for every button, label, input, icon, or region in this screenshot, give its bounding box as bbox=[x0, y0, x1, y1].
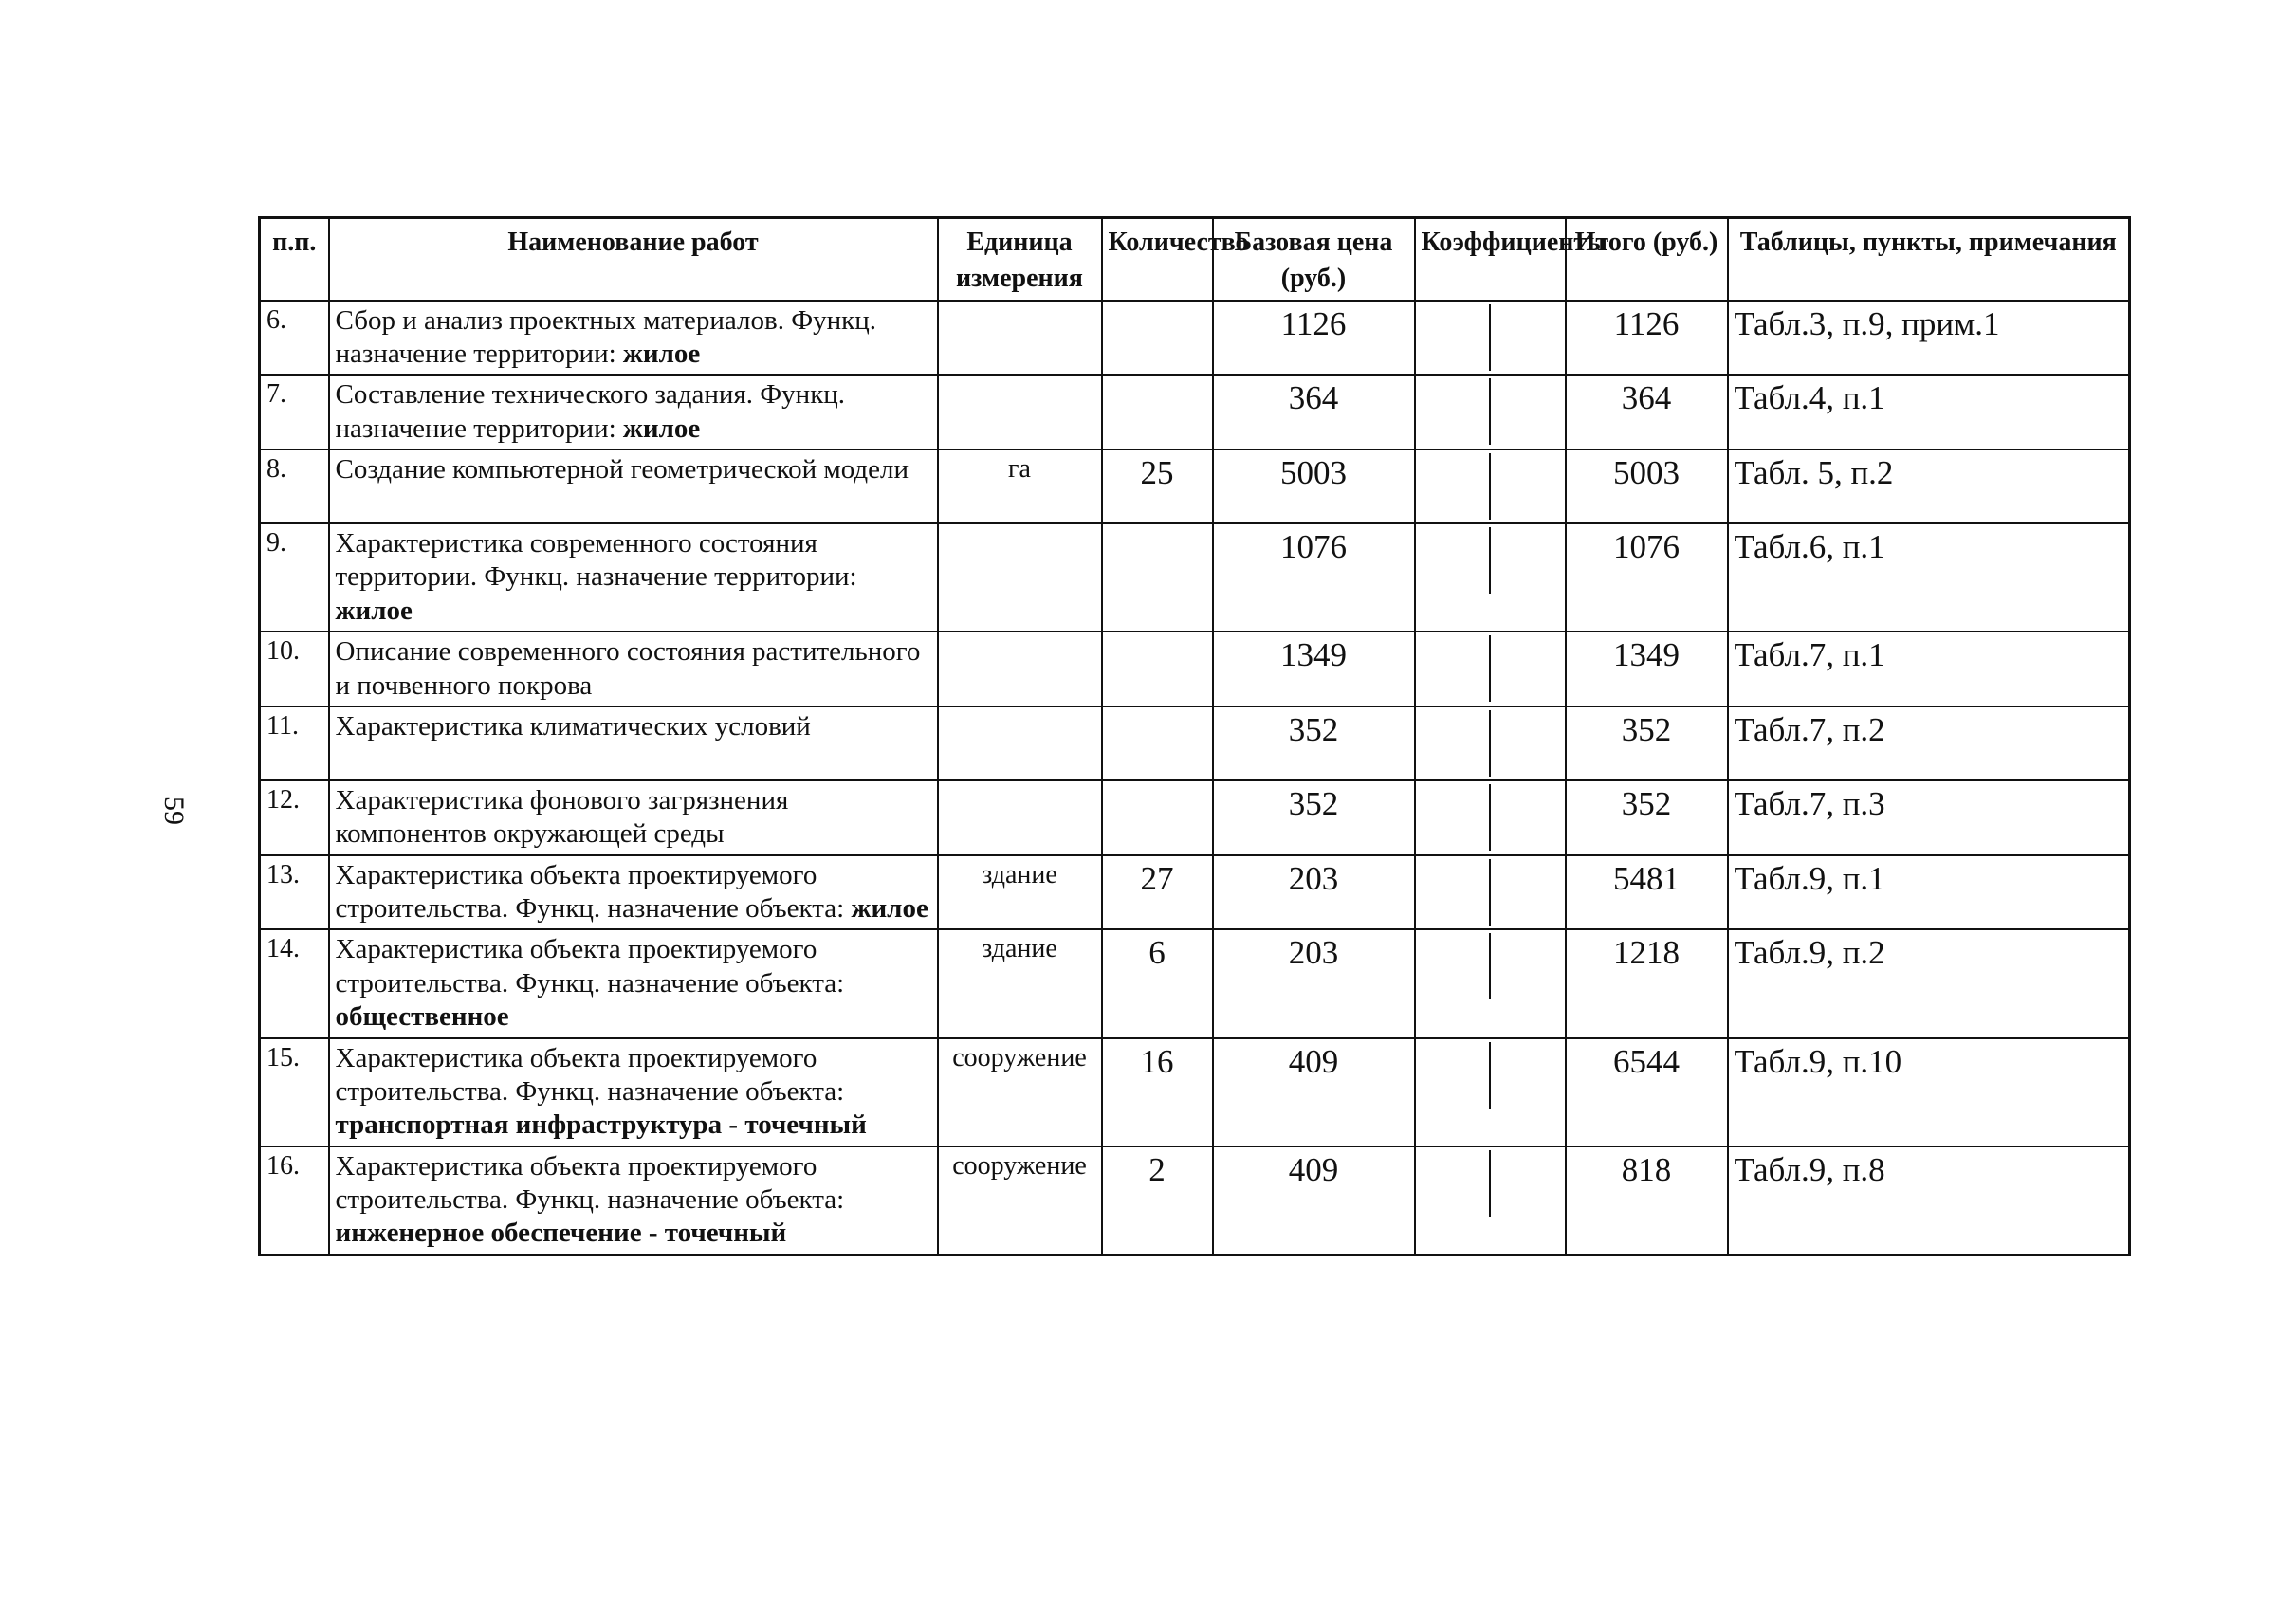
unit-cell: га bbox=[938, 449, 1102, 523]
work-name-bold: инженерное обеспечение - точечный bbox=[335, 1218, 787, 1249]
reference-cell: Табл.7, п.2 bbox=[1728, 706, 2130, 780]
unit-cell bbox=[938, 375, 1102, 449]
row-number: 15. bbox=[260, 1038, 329, 1146]
reference-cell: Табл.4, п.1 bbox=[1728, 375, 2130, 449]
work-name bbox=[329, 523, 938, 632]
work-name-text: Характеристика объекта проектируемого строительства. Функц. назначение объекта: bbox=[335, 934, 845, 999]
unit-cell bbox=[938, 301, 1102, 376]
table-row bbox=[260, 929, 2130, 1037]
header-name: Наименование работ bbox=[329, 218, 938, 301]
base-price-cell: 1126 bbox=[1213, 301, 1415, 376]
coefficient-cell bbox=[1415, 1146, 1566, 1256]
quantity-cell: 16 bbox=[1102, 1038, 1213, 1146]
row-number: 16. bbox=[260, 1146, 329, 1256]
total-cell: 1076 bbox=[1566, 523, 1728, 632]
work-name-text: Характеристика современного состояния территории. Функц. назначение территории: bbox=[335, 528, 857, 593]
table-row bbox=[260, 523, 2130, 632]
quantity-cell: 25 bbox=[1102, 449, 1213, 523]
base-price-cell: 5003 bbox=[1213, 449, 1415, 523]
base-price-cell: 352 bbox=[1213, 706, 1415, 780]
work-name-bold: общественное bbox=[335, 1001, 509, 1033]
coefficient-cell bbox=[1415, 301, 1566, 376]
work-name bbox=[329, 1146, 938, 1256]
work-name-bold: жилое bbox=[622, 412, 701, 444]
base-price-cell: 409 bbox=[1213, 1146, 1415, 1256]
header-num: п.п. bbox=[260, 218, 329, 301]
work-name-text: Характеристика фонового загрязнения компонентов окружающей среды bbox=[335, 784, 789, 850]
unit-cell: здание bbox=[938, 855, 1102, 930]
row-number: 6. bbox=[260, 301, 329, 376]
base-price-cell: 352 bbox=[1213, 780, 1415, 855]
reference-cell: Табл.7, п.1 bbox=[1728, 632, 2130, 706]
work-name bbox=[329, 375, 938, 449]
table-row bbox=[260, 301, 2130, 376]
base-price-cell: 203 bbox=[1213, 855, 1415, 930]
header-total: Итого (руб.) bbox=[1566, 218, 1728, 301]
total-cell: 1349 bbox=[1566, 632, 1728, 706]
coefficient-cell bbox=[1415, 375, 1566, 449]
base-price-cell: 364 bbox=[1213, 375, 1415, 449]
coefficient-cell bbox=[1415, 780, 1566, 855]
work-name bbox=[329, 855, 938, 930]
quantity-cell bbox=[1102, 375, 1213, 449]
row-number: 10. bbox=[260, 632, 329, 706]
total-cell: 352 bbox=[1566, 780, 1728, 855]
work-name-text: Составление технического задания. Функц. назначение территории: bbox=[335, 379, 846, 444]
quantity-cell: 27 bbox=[1102, 855, 1213, 930]
total-cell: 5481 bbox=[1566, 855, 1728, 930]
table-row bbox=[260, 855, 2130, 930]
coefficient-cell bbox=[1415, 706, 1566, 780]
cost-table bbox=[258, 216, 2131, 1256]
work-name-text: Сбор и анализ проектных материалов. Функц. назначение территории: bbox=[335, 304, 876, 369]
work-name-text: Создание компьютерной геометрической модели bbox=[335, 454, 909, 486]
coefficient-cell bbox=[1415, 632, 1566, 706]
unit-cell bbox=[938, 632, 1102, 706]
total-cell: 352 bbox=[1566, 706, 1728, 780]
row-number: 9. bbox=[260, 523, 329, 632]
work-name-text: Характеристика объекта проектируемого строительства. Функц. назначение объекта: bbox=[335, 1150, 845, 1216]
coefficient-cell bbox=[1415, 449, 1566, 523]
reference-cell: Табл.3, п.9, прим.1 bbox=[1728, 301, 2130, 376]
coefficient-cell bbox=[1415, 855, 1566, 930]
quantity-cell bbox=[1102, 706, 1213, 780]
base-price-cell: 409 bbox=[1213, 1038, 1415, 1146]
work-name-text: Описание современного состояния растительного и почвенного покрова bbox=[335, 636, 921, 701]
unit-cell: сооружение bbox=[938, 1146, 1102, 1256]
table-row bbox=[260, 780, 2130, 855]
quantity-cell bbox=[1102, 632, 1213, 706]
table-row bbox=[260, 1038, 2130, 1146]
total-cell: 818 bbox=[1566, 1146, 1728, 1256]
work-name bbox=[329, 301, 938, 376]
header-unit: Единица измерения bbox=[938, 218, 1102, 301]
header-refs: Таблицы, пункты, примечания bbox=[1728, 218, 2130, 301]
quantity-cell bbox=[1102, 301, 1213, 376]
work-name-text: Характеристика климатических условий bbox=[335, 710, 811, 742]
reference-cell: Табл.9, п.1 bbox=[1728, 855, 2130, 930]
reference-cell: Табл.9, п.8 bbox=[1728, 1146, 2130, 1256]
quantity-cell bbox=[1102, 780, 1213, 855]
work-name bbox=[329, 706, 938, 780]
work-name-bold: жилое bbox=[851, 893, 928, 925]
work-name-bold: транспортная инфраструктура - точечный bbox=[335, 1109, 867, 1141]
table-row bbox=[260, 1146, 2130, 1256]
total-cell: 5003 bbox=[1566, 449, 1728, 523]
row-number: 14. bbox=[260, 929, 329, 1037]
quantity-cell: 2 bbox=[1102, 1146, 1213, 1256]
table-row bbox=[260, 449, 2130, 523]
reference-cell: Табл.6, п.1 bbox=[1728, 523, 2130, 632]
row-number: 8. bbox=[260, 449, 329, 523]
reference-cell: Табл.9, п.2 bbox=[1728, 929, 2130, 1037]
table-row bbox=[260, 375, 2130, 449]
base-price-cell: 203 bbox=[1213, 929, 1415, 1037]
reference-cell: Табл.7, п.3 bbox=[1728, 780, 2130, 855]
work-name bbox=[329, 449, 938, 523]
row-number: 12. bbox=[260, 780, 329, 855]
unit-cell: здание bbox=[938, 929, 1102, 1037]
coefficient-cell bbox=[1415, 929, 1566, 1037]
row-number: 7. bbox=[260, 375, 329, 449]
work-name bbox=[329, 780, 938, 855]
header-qty: Количество bbox=[1102, 218, 1213, 301]
unit-cell: сооружение bbox=[938, 1038, 1102, 1146]
work-name-bold: жилое bbox=[622, 338, 701, 369]
total-cell: 364 bbox=[1566, 375, 1728, 449]
coefficient-cell bbox=[1415, 1038, 1566, 1146]
base-price-cell: 1349 bbox=[1213, 632, 1415, 706]
header-base-price: Базовая цена (руб.) bbox=[1213, 218, 1415, 301]
work-name bbox=[329, 632, 938, 706]
reference-cell: Табл. 5, п.2 bbox=[1728, 449, 2130, 523]
unit-cell bbox=[938, 706, 1102, 780]
quantity-cell bbox=[1102, 523, 1213, 632]
table-header-row bbox=[260, 218, 2130, 301]
work-name bbox=[329, 1038, 938, 1146]
reference-cell: Табл.9, п.10 bbox=[1728, 1038, 2130, 1146]
work-name-text: Характеристика объекта проектируемого строительства. Функц. назначение объекта: bbox=[335, 1042, 845, 1107]
work-name-bold: жилое bbox=[335, 595, 413, 626]
work-name bbox=[329, 929, 938, 1037]
work-name-text: Характеристика объекта проектируемого строительства. Функц. назначение объекта: bbox=[335, 859, 852, 925]
table-row bbox=[260, 706, 2130, 780]
base-price-cell: 1076 bbox=[1213, 523, 1415, 632]
unit-cell bbox=[938, 523, 1102, 632]
row-number: 13. bbox=[260, 855, 329, 930]
table-row bbox=[260, 632, 2130, 706]
unit-cell bbox=[938, 780, 1102, 855]
page-number: 59 bbox=[158, 797, 190, 825]
header-coef: Коэффициенты bbox=[1415, 218, 1566, 301]
quantity-cell: 6 bbox=[1102, 929, 1213, 1037]
total-cell: 1218 bbox=[1566, 929, 1728, 1037]
total-cell: 1126 bbox=[1566, 301, 1728, 376]
total-cell: 6544 bbox=[1566, 1038, 1728, 1146]
row-number: 11. bbox=[260, 706, 329, 780]
coefficient-cell bbox=[1415, 523, 1566, 632]
